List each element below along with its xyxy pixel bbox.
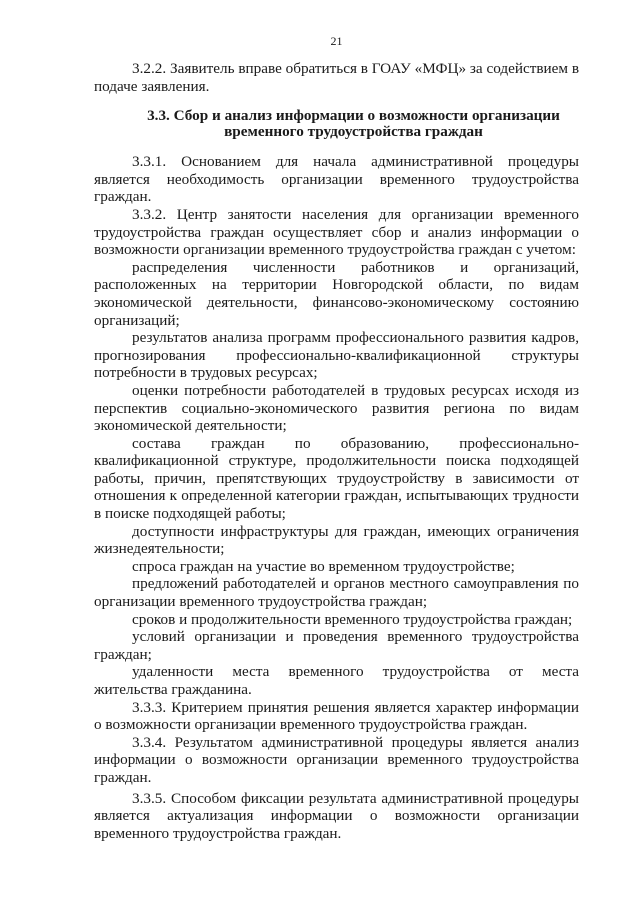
page-number: 21 bbox=[330, 34, 343, 48]
list-item: распределения численности работников и организаций, расположенных на территории Новгородской области, по видам экономической деятельности, финансово-экономическому состоянию организаций; bbox=[94, 258, 579, 329]
list-item: оценки потребности работодателей в трудовых ресурсах исходя из перспектив социально-экономического развития региона по видам экономической деятельности; bbox=[94, 381, 579, 435]
list-item: состава граждан по образованию, профессионально-квалификационной структуре, продолжительности поиска подходящей работы, причин, препятствующих трудоустройству в зависимости от отношения к определенной категории граждан, испытывающих трудности в поиске подходящей работы; bbox=[94, 434, 579, 523]
paragraph-3-3-3: 3.3.3. Критерием принятия решения является характер информации о возможности организации временного трудоустройства граждан. bbox=[94, 698, 579, 734]
paragraph-3-3-2: 3.3.2. Центр занятости населения для организации временного трудоустройства граждан осуществляет сбор и анализ информации о возможности организации временного трудоустройства граждан с учетом: bbox=[94, 205, 579, 259]
list-item: сроков и продолжительности временного трудоустройства граждан; bbox=[132, 610, 573, 628]
paragraph-3-3-4: 3.3.4. Результатом административной процедуры является анализ информации о возможности организации временного трудоустройства граждан. bbox=[94, 733, 579, 786]
list-item: удаленности места временного трудоустройства от места жительства гражданина. bbox=[94, 663, 579, 698]
paragraph-3-3-1: 3.3.1. Основанием для начала административной процедуры является необходимость организации временного трудоустройства граждан. bbox=[94, 153, 579, 206]
list-item: предложений работодателей и органов местного самоуправления по организации временного трудоустройства граждан; bbox=[94, 575, 579, 611]
list-item: доступности инфраструктуры для граждан, имеющих ограничения жизнедеятельности; bbox=[94, 522, 579, 558]
list-item: спроса граждан на участие во временном трудоустройстве; bbox=[132, 557, 515, 575]
section-title: 3.3. Сбор и анализ информации о возможности организации временного трудоустройства граждан bbox=[147, 107, 560, 140]
list-item: результатов анализа программ профессионального развития кадров, прогнозирования профессионально-квалификационной структуры потребности в трудовых ресурсах; bbox=[94, 329, 579, 382]
paragraph-3-2-2: 3.2.2. Заявитель вправе обратиться в ГОАУ «МФЦ» за содействием в подаче заявления. bbox=[94, 60, 579, 95]
list-item: условий организации и проведения временного трудоустройства граждан; bbox=[94, 628, 579, 663]
document-body bbox=[94, 60, 579, 842]
paragraph-3-3-5: 3.3.5. Способом фиксации результата административной процедуры является актуализация информации о возможности организации временного трудоустройства граждан. bbox=[94, 789, 579, 842]
